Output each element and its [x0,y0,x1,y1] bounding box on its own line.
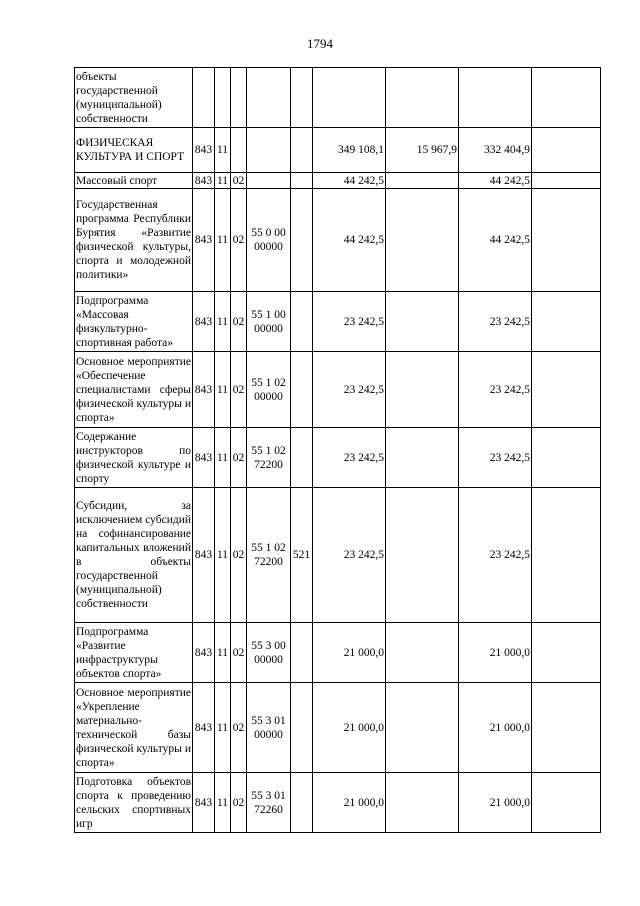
target-article-code: 55 1 00 00000 [247,292,291,352]
expense-type-code [291,352,313,428]
amount-federal [386,683,459,773]
target-article-code: 55 1 02 00000 [247,352,291,428]
table-row [75,68,601,128]
amount-federal [386,189,459,292]
amount-extra [532,428,601,488]
row-name: объекты государственной (муниципальной) собственности [75,68,193,128]
amount-federal [386,428,459,488]
target-article-code [247,128,291,173]
row-name: Подготовка объектов спорта к проведению сельских спортивных игр [75,773,193,833]
table-row [75,683,601,773]
subsection-code: 02 [231,488,247,623]
amount-regional: 23 242,5 [459,428,532,488]
grbs-code: 843 [193,488,215,623]
target-article-code [247,68,291,128]
target-article-code: 55 1 02 72200 [247,428,291,488]
row-name: ФИЗИЧЕСКАЯ КУЛЬТУРА И СПОРТ [75,128,193,173]
amount-total: 21 000,0 [313,683,386,773]
amount-extra [532,68,601,128]
amount-extra [532,683,601,773]
subsection-code [231,68,247,128]
target-article-code [247,173,291,189]
section-code: 11 [215,128,231,173]
amount-federal [386,292,459,352]
subsection-code: 02 [231,173,247,189]
table-row [75,189,601,292]
amount-federal [386,173,459,189]
section-code: 11 [215,352,231,428]
amount-extra [532,623,601,683]
amount-total: 23 242,5 [313,352,386,428]
amount-total: 21 000,0 [313,773,386,833]
grbs-code: 843 [193,683,215,773]
amount-federal: 15 967,9 [386,128,459,173]
amount-extra [532,773,601,833]
amount-regional: 21 000,0 [459,773,532,833]
expense-type-code [291,428,313,488]
amount-total: 23 242,5 [313,292,386,352]
subsection-code: 02 [231,773,247,833]
expense-type-code: 521 [291,488,313,623]
amount-extra [532,488,601,623]
section-code: 11 [215,292,231,352]
section-code: 11 [215,189,231,292]
amount-federal [386,488,459,623]
grbs-code: 843 [193,623,215,683]
subsection-code: 02 [231,352,247,428]
amount-extra [532,189,601,292]
expense-type-code [291,173,313,189]
section-code: 11 [215,623,231,683]
table-row [75,428,601,488]
page-number: 1794 [307,36,333,51]
row-name: Подпрограмма «Развитие инфраструктуры объектов спорта» [75,623,193,683]
amount-federal [386,352,459,428]
subsection-code: 02 [231,292,247,352]
amount-regional: 23 242,5 [459,488,532,623]
amount-regional: 23 242,5 [459,292,532,352]
amount-total: 44 242,5 [313,189,386,292]
section-code: 11 [215,428,231,488]
expense-type-code [291,292,313,352]
expense-type-code [291,189,313,292]
subsection-code: 02 [231,683,247,773]
expense-type-code [291,683,313,773]
grbs-code: 843 [193,173,215,189]
row-name: Государственная программа Республики Бурятия «Развитие физической культуры, спорта и молодежной политики» [75,189,193,292]
table-row [75,128,601,173]
table-row [75,773,601,833]
expense-type-code [291,68,313,128]
amount-regional [459,68,532,128]
amount-federal [386,623,459,683]
amount-total [313,68,386,128]
target-article-code: 55 3 00 00000 [247,623,291,683]
row-name: Массовый спорт [75,173,193,189]
grbs-code: 843 [193,128,215,173]
row-name: Субсидии, за исключением субсидий на софинансирование капитальных вложений в объекты государственной (муниципальной) собственности [75,488,193,623]
target-article-code: 55 0 00 00000 [247,189,291,292]
grbs-code [193,68,215,128]
amount-total: 44 242,5 [313,173,386,189]
budget-table [74,67,601,833]
table-row [75,173,601,189]
amount-regional: 44 242,5 [459,173,532,189]
amount-regional: 21 000,0 [459,623,532,683]
grbs-code: 843 [193,352,215,428]
amount-extra [532,173,601,189]
expense-type-code [291,773,313,833]
subsection-code: 02 [231,189,247,292]
grbs-code: 843 [193,773,215,833]
subsection-code: 02 [231,623,247,683]
grbs-code: 843 [193,292,215,352]
section-code: 11 [215,683,231,773]
section-code: 11 [215,173,231,189]
amount-total: 23 242,5 [313,488,386,623]
target-article-code: 55 3 01 00000 [247,683,291,773]
table-row [75,488,601,623]
amount-total: 21 000,0 [313,623,386,683]
amount-total: 349 108,1 [313,128,386,173]
table-row [75,292,601,352]
amount-regional: 332 404,9 [459,128,532,173]
target-article-code: 55 3 01 72260 [247,773,291,833]
section-code: 11 [215,488,231,623]
subsection-code: 02 [231,428,247,488]
table-row [75,352,601,428]
amount-regional: 21 000,0 [459,683,532,773]
expense-type-code [291,128,313,173]
row-name: Основное мероприятие «Укрепление материально-технической базы физической культуры и спорта» [75,683,193,773]
row-name: Подпрограмма «Массовая физкультурно-спортивная работа» [75,292,193,352]
table-row [75,623,601,683]
amount-federal [386,68,459,128]
row-name: Содержание инструкторов по физической культуре и спорту [75,428,193,488]
amount-regional: 44 242,5 [459,189,532,292]
section-code: 11 [215,773,231,833]
expense-type-code [291,623,313,683]
amount-total: 23 242,5 [313,428,386,488]
grbs-code: 843 [193,428,215,488]
amount-federal [386,773,459,833]
amount-extra [532,292,601,352]
section-code [215,68,231,128]
grbs-code: 843 [193,189,215,292]
amount-extra [532,352,601,428]
target-article-code: 55 1 02 72200 [247,488,291,623]
amount-extra [532,128,601,173]
row-name: Основное мероприятие «Обеспечение специалистами сферы физической культуры и спорта» [75,352,193,428]
subsection-code [231,128,247,173]
amount-regional: 23 242,5 [459,352,532,428]
